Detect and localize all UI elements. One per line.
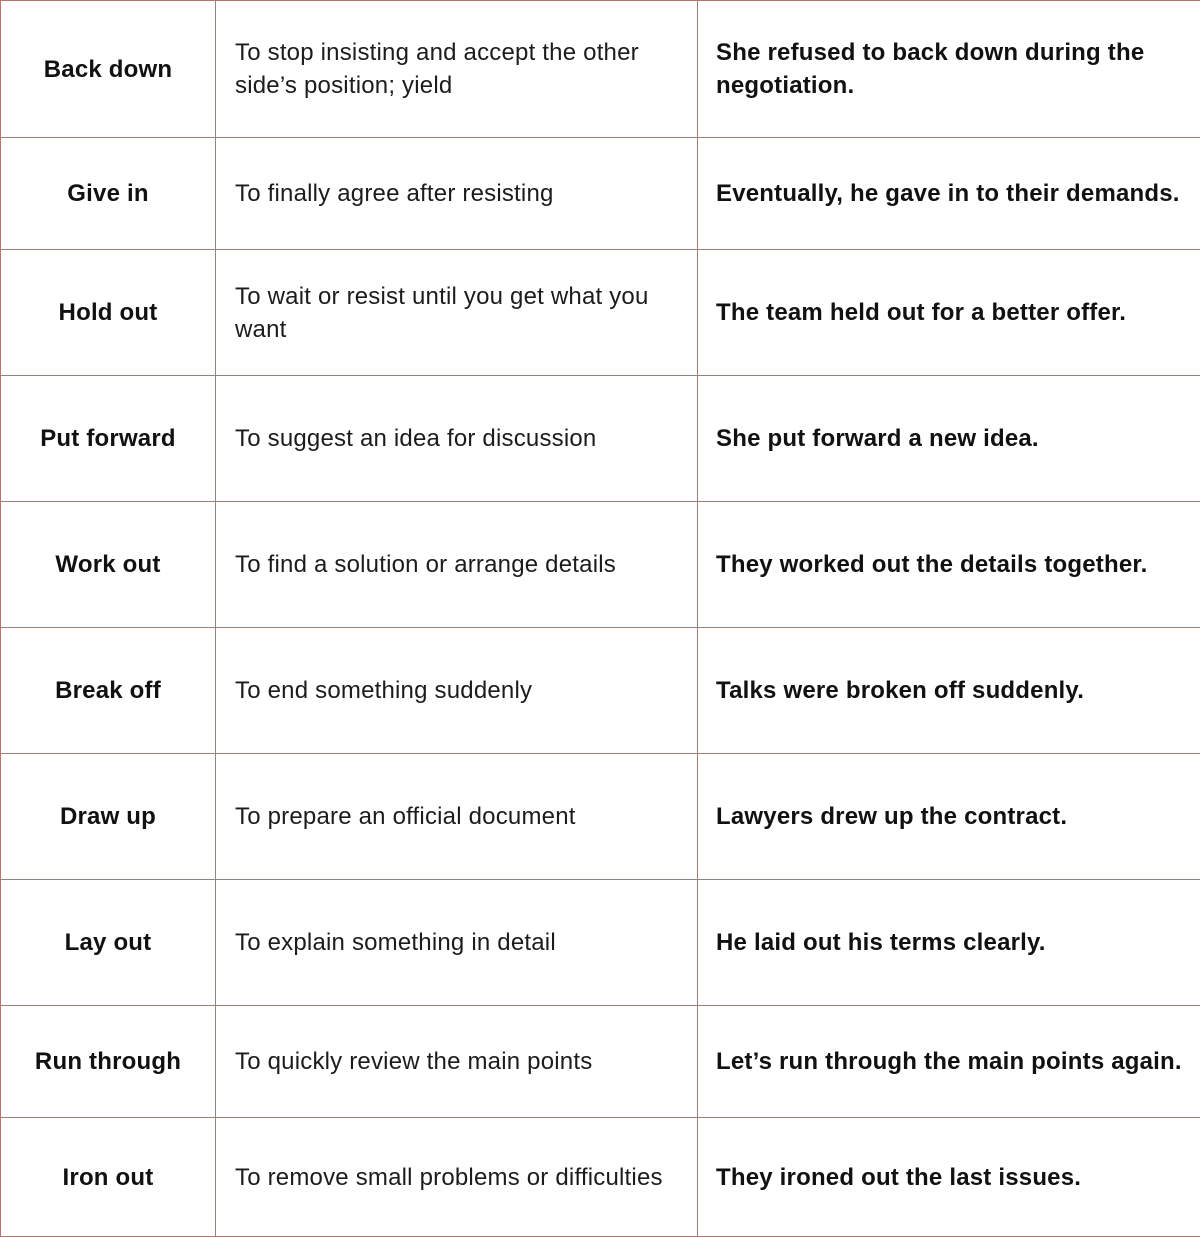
phrase-cell: Put forward bbox=[1, 376, 216, 502]
meaning-cell: To stop insisting and accept the other side’s position; yield bbox=[216, 1, 698, 138]
meaning-cell: To finally agree after resisting bbox=[216, 138, 698, 250]
example-cell: The team held out for a better offer. bbox=[698, 250, 1200, 376]
phrase-cell: Lay out bbox=[1, 880, 216, 1006]
meaning-cell: To remove small problems or difficulties bbox=[216, 1118, 698, 1237]
table-row bbox=[1, 628, 1200, 754]
meaning-cell: To wait or resist until you get what you want bbox=[216, 250, 698, 376]
meaning-cell: To quickly review the main points bbox=[216, 1006, 698, 1118]
example-cell: He laid out his terms clearly. bbox=[698, 880, 1200, 1006]
table-row bbox=[1, 754, 1200, 880]
example-cell: They worked out the details together. bbox=[698, 502, 1200, 628]
phrase-cell: Give in bbox=[1, 138, 216, 250]
phrase-cell: Hold out bbox=[1, 250, 216, 376]
table-row bbox=[1, 1, 1200, 138]
example-cell: They ironed out the last issues. bbox=[698, 1118, 1200, 1237]
table-row bbox=[1, 1118, 1200, 1237]
example-cell: Lawyers drew up the contract. bbox=[698, 754, 1200, 880]
table-row bbox=[1, 376, 1200, 502]
phrase-cell: Iron out bbox=[1, 1118, 216, 1237]
meaning-cell: To explain something in detail bbox=[216, 880, 698, 1006]
phrase-cell: Break off bbox=[1, 628, 216, 754]
example-cell: Eventually, he gave in to their demands. bbox=[698, 138, 1200, 250]
table-row bbox=[1, 138, 1200, 250]
table-row bbox=[1, 502, 1200, 628]
table-row bbox=[1, 1006, 1200, 1118]
table-row bbox=[1, 250, 1200, 376]
example-cell: She put forward a new idea. bbox=[698, 376, 1200, 502]
meaning-cell: To suggest an idea for discussion bbox=[216, 376, 698, 502]
example-cell: Let’s run through the main points again. bbox=[698, 1006, 1200, 1118]
example-cell: Talks were broken off suddenly. bbox=[698, 628, 1200, 754]
table-row bbox=[1, 880, 1200, 1006]
phrase-cell: Work out bbox=[1, 502, 216, 628]
phrase-cell: Run through bbox=[1, 1006, 216, 1118]
phrase-cell: Back down bbox=[1, 1, 216, 138]
meaning-cell: To prepare an official document bbox=[216, 754, 698, 880]
meaning-cell: To find a solution or arrange details bbox=[216, 502, 698, 628]
meaning-cell: To end something suddenly bbox=[216, 628, 698, 754]
example-cell: She refused to back down during the negotiation. bbox=[698, 1, 1200, 138]
phrase-cell: Draw up bbox=[1, 754, 216, 880]
